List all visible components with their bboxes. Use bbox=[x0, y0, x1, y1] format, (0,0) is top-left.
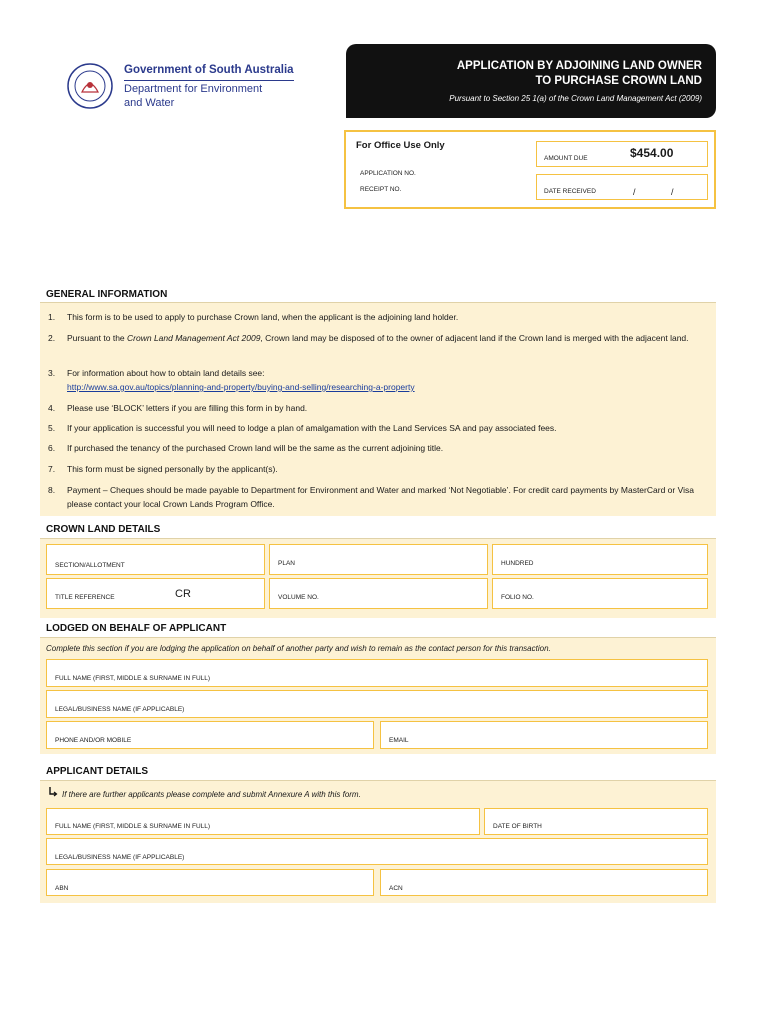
title-reference-field[interactable]: TITLE REFERENCE CR bbox=[46, 578, 265, 609]
applicant-note: If there are further applicants please complete and submit Annexure A with this form. bbox=[62, 790, 361, 799]
lodged-email-field[interactable]: EMAIL bbox=[380, 721, 708, 749]
receipt-no-label: RECEIPT NO. bbox=[360, 186, 402, 193]
general-information-panel: 1. This form is to be used to apply to purchase Crown land, when the applicant is the adjoining land holder. 2. Pursuant to the Crown Land Management Act 2009, Crown land may be disposed of to the owner of adjacent land if the Crown land is merged with the adjacent land. 3. For information about how to obtain land details see: http://www.sa.gov.au/topics/planning-and-property/buying-and-selling/researching-a-property 4. Please use ‘BLOCK’ letters if you are filling this form in by hand. 5. If your application is successful you will need to lodge a plan of amalgamation with the Land Services SA and pay associated fees. 6. If purchased the tenancy of the purchased Crown land will be the same as the current adjoining title. 7. This form must be signed personally by the applicant(s). 8. Payment – Cheques should be made payable to Department for Environment and Water and marked ‘Not Negotiable’. For credit card payments by MasterCard or Visa please contact your local Crown Lands Program Office. bbox=[40, 302, 716, 516]
government-logo bbox=[66, 62, 306, 112]
form-title-line2: TO PURCHASE CROWN LAND bbox=[535, 75, 702, 87]
office-use-box bbox=[344, 130, 716, 209]
lodged-full-name-field[interactable]: FULL NAME (FIRST, MIDDLE & SURNAME IN FULL) bbox=[46, 659, 708, 687]
applicant-acn-field[interactable]: ACN bbox=[380, 869, 708, 896]
lodged-phone-field[interactable]: PHONE AND/OR MOBILE bbox=[46, 721, 374, 749]
act-name: Crown Land Management Act 2009 bbox=[127, 333, 261, 343]
sa-seal-icon bbox=[66, 62, 114, 110]
date-slash: / bbox=[633, 187, 636, 197]
applicant-dob-field[interactable]: DATE OF BIRTH bbox=[484, 808, 708, 835]
plan-field[interactable]: PLAN bbox=[269, 544, 488, 575]
application-no-label: APPLICATION NO. bbox=[360, 170, 416, 177]
government-name: Government of South Australia bbox=[124, 64, 294, 76]
date-received-field[interactable] bbox=[536, 174, 708, 200]
general-information-heading: GENERAL INFORMATION bbox=[46, 289, 168, 300]
amount-due-value: $454.00 bbox=[630, 146, 674, 160]
crown-land-details-panel bbox=[40, 538, 716, 618]
form-title-block bbox=[346, 44, 716, 118]
applicant-full-name-field[interactable]: FULL NAME (FIRST, MIDDLE & SURNAME IN FULL) bbox=[46, 808, 480, 835]
lodged-legal-name-field[interactable]: LEGAL/BUSINESS NAME (IF APPLICABLE) bbox=[46, 690, 708, 718]
lodged-on-behalf-heading: LODGED ON BEHALF OF APPLICANT bbox=[46, 623, 227, 634]
date-received-label: DATE RECEIVED bbox=[544, 188, 596, 195]
folio-no-field[interactable]: FOLIO NO. bbox=[492, 578, 708, 609]
lodged-on-behalf-panel bbox=[40, 637, 716, 754]
applicant-legal-name-field[interactable]: LEGAL/BUSINESS NAME (IF APPLICABLE) bbox=[46, 838, 708, 865]
section-allotment-field[interactable]: SECTION/ALLOTMENT bbox=[46, 544, 265, 575]
applicant-details-heading: APPLICANT DETAILS bbox=[46, 766, 149, 777]
date-slash: / bbox=[671, 187, 674, 197]
office-use-heading: For Office Use Only bbox=[356, 140, 445, 151]
hundred-field[interactable]: HUNDRED bbox=[492, 544, 708, 575]
amount-due-label: AMOUNT DUE bbox=[544, 155, 588, 162]
form-subtitle: Pursuant to Section 25 1(a) of the Crown Land Management Act (2009) bbox=[449, 94, 702, 103]
form-title-line1: APPLICATION BY ADJOINING LAND OWNER bbox=[456, 60, 702, 72]
department-name-line1: Department for Environment bbox=[124, 83, 263, 95]
applicant-abn-field[interactable]: ABN bbox=[46, 869, 374, 896]
crown-land-details-heading: CROWN LAND DETAILS bbox=[46, 524, 161, 535]
arrow-icon bbox=[48, 786, 58, 797]
amount-due-field[interactable] bbox=[536, 141, 708, 167]
logo-rule bbox=[124, 80, 294, 81]
land-details-link[interactable]: http://www.sa.gov.au/topics/planning-and-property/buying-and-selling/researching-a-property bbox=[67, 382, 415, 392]
applicant-details-panel bbox=[40, 780, 716, 903]
lodged-note: Complete this section if you are lodging the application on behalf of another party and wish to remain as the contact person for this transaction. bbox=[46, 644, 551, 653]
volume-no-field[interactable]: VOLUME NO. bbox=[269, 578, 488, 609]
department-name-line2: and Water bbox=[124, 97, 175, 109]
title-reference-value: CR bbox=[175, 588, 191, 600]
